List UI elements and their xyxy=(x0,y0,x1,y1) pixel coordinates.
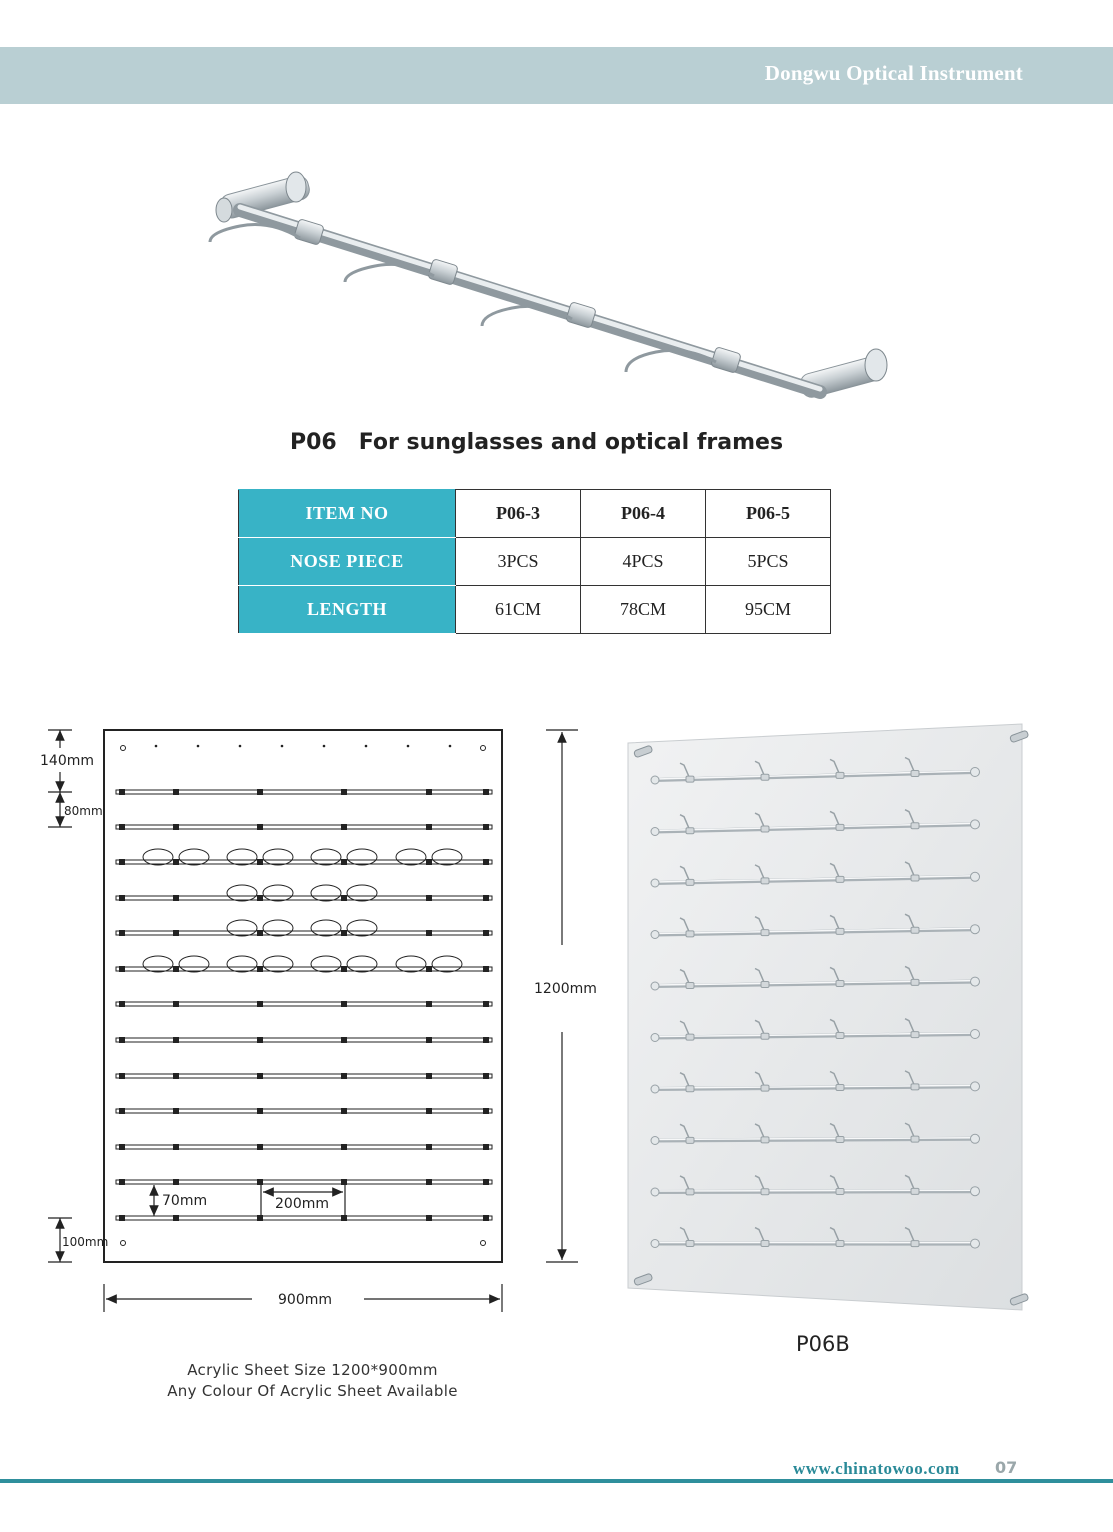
rod-end xyxy=(651,982,659,990)
rod-end xyxy=(971,977,980,986)
rod-clamp xyxy=(836,1032,844,1038)
dim-900-label: 900mm xyxy=(278,1292,332,1308)
rod-clamp xyxy=(761,930,769,936)
rod-clamp xyxy=(761,826,769,832)
rod-clamp xyxy=(686,1034,694,1040)
rod-end xyxy=(971,1187,980,1196)
rod-end xyxy=(651,1188,659,1196)
rod-clamp xyxy=(761,1189,769,1195)
rod-clamp xyxy=(761,1241,769,1247)
rod-clamp xyxy=(761,1085,769,1091)
rod-clamp xyxy=(836,1241,844,1247)
rod-end xyxy=(651,879,659,887)
acrylic-panel xyxy=(628,724,1022,1310)
rod-clamp xyxy=(911,927,919,933)
rod-end xyxy=(651,931,659,939)
product-code: P06 xyxy=(290,430,337,455)
rod-clamp xyxy=(686,983,694,989)
rod-clamp xyxy=(911,1136,919,1142)
rod-clamp xyxy=(911,1032,919,1038)
rod-end xyxy=(971,872,980,881)
rod-clamp xyxy=(686,1241,694,1247)
row-header: LENGTH xyxy=(239,586,456,634)
caption-colour: Any Colour Of Acrylic Sheet Available xyxy=(167,1382,458,1400)
rod-clamp xyxy=(911,1084,919,1090)
website-link[interactable]: www.chinatowoo.com xyxy=(793,1459,960,1478)
footer-accent-line xyxy=(0,1479,1113,1483)
rod-end xyxy=(651,1034,659,1042)
rod-clamp xyxy=(686,776,694,782)
rod-clamp xyxy=(686,879,694,885)
table-cell: 95CM xyxy=(706,586,831,634)
rod-clamp xyxy=(836,1084,844,1090)
table-cell: P06-3 xyxy=(456,490,581,538)
dim-70-label: 70mm xyxy=(162,1193,208,1209)
rod-clamp xyxy=(911,1188,919,1194)
rod-end xyxy=(971,1134,980,1143)
dim-140-label: 140mm xyxy=(40,753,94,769)
rod-clamp xyxy=(836,876,844,882)
row-header: NOSE PIECE xyxy=(239,538,456,586)
rod-clamp xyxy=(836,1137,844,1143)
dim-80-label: 80mm xyxy=(64,804,103,818)
product-description: For sunglasses and optical frames xyxy=(358,430,784,455)
rod-clamp xyxy=(686,1137,694,1143)
table-cell: 4PCS xyxy=(581,538,706,586)
rod-end xyxy=(651,828,659,836)
rod-end xyxy=(971,1030,980,1039)
rod-clamp xyxy=(836,772,844,778)
rod-clamp xyxy=(686,1086,694,1092)
rod-clamp xyxy=(911,1241,919,1247)
rod-clamp xyxy=(836,928,844,934)
table-cell: 5PCS xyxy=(706,538,831,586)
rod-clamp xyxy=(911,979,919,985)
rod-clamp xyxy=(911,771,919,777)
table-cell: 78CM xyxy=(581,586,706,634)
rod-clamp xyxy=(836,1189,844,1195)
rod-end xyxy=(971,925,980,934)
rod-clamp xyxy=(761,981,769,987)
rod-clamp xyxy=(686,931,694,937)
rod-clamp xyxy=(911,875,919,881)
rod-end xyxy=(651,1137,659,1145)
page-number: 07 xyxy=(995,1458,1018,1477)
rod-clamp xyxy=(911,823,919,829)
caption-sheet-size: Acrylic Sheet Size 1200*900mm xyxy=(187,1361,438,1379)
rod-end xyxy=(651,1085,659,1093)
brand-name: Dongwu Optical Instrument xyxy=(764,61,1023,85)
rod-end xyxy=(971,820,980,829)
rod-highlight xyxy=(655,1190,975,1191)
table-cell: P06-4 xyxy=(581,490,706,538)
rod-clamp xyxy=(761,1137,769,1143)
rod-end xyxy=(971,1239,980,1248)
rod-clamp xyxy=(836,980,844,986)
rod-end xyxy=(971,768,980,777)
dim-100-label: 100mm xyxy=(62,1235,109,1249)
table-cell: 61CM xyxy=(456,586,581,634)
rod-clamp xyxy=(686,828,694,834)
row-header: ITEM NO xyxy=(239,490,456,538)
rod-clamp xyxy=(761,1033,769,1039)
table-cell: P06-5 xyxy=(706,490,831,538)
rod-clamp xyxy=(761,774,769,780)
rod-end xyxy=(971,1082,980,1091)
dim-200-label: 200mm xyxy=(275,1196,329,1212)
model-label: P06B xyxy=(796,1332,850,1356)
rod-clamp xyxy=(761,878,769,884)
table-cell: 3PCS xyxy=(456,538,581,586)
dim-1200-label: 1200mm xyxy=(534,981,597,997)
rod-end xyxy=(651,776,659,784)
rod-end xyxy=(651,1240,659,1248)
rod-clamp xyxy=(836,824,844,830)
rod-clamp xyxy=(686,1189,694,1195)
